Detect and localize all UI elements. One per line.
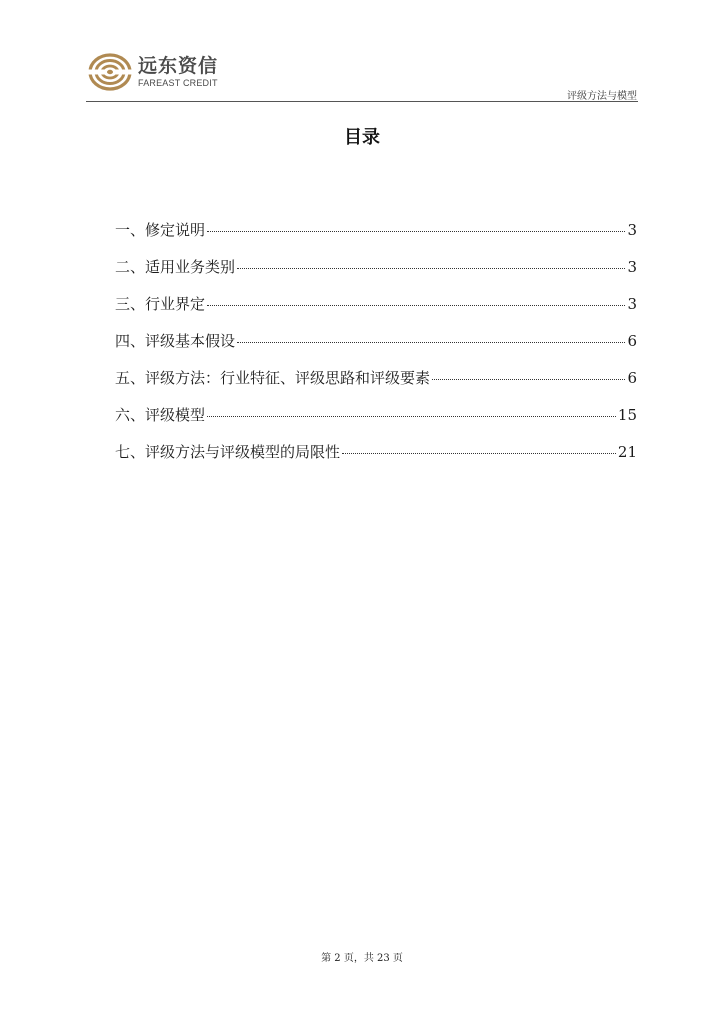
toc-dot-leader <box>207 305 625 306</box>
toc-entry[interactable] <box>115 404 637 441</box>
toc-entry-label: 七、评级方法与评级模型的局限性 <box>115 443 341 461</box>
toc-entry[interactable] <box>115 256 637 293</box>
toc-entry-page: 21 <box>617 443 637 461</box>
company-logo <box>88 52 218 92</box>
fareast-credit-logo-icon <box>88 52 132 92</box>
toc-dot-leader <box>237 268 625 269</box>
toc-entry-page: 6 <box>627 369 637 387</box>
toc-entry[interactable] <box>115 441 637 478</box>
table-of-contents <box>115 219 637 478</box>
logo-text <box>138 54 219 88</box>
toc-dot-leader <box>237 342 625 343</box>
toc-entry-label: 一、修定说明 <box>115 221 206 239</box>
toc-dot-leader <box>207 416 616 417</box>
toc-entry-label: 三、行业界定 <box>115 295 206 313</box>
toc-entry-label: 六、评级模型 <box>115 406 206 424</box>
header-divider <box>86 101 638 102</box>
toc-entry[interactable] <box>115 219 637 256</box>
header-document-title: 评级方法与模型 <box>567 91 637 102</box>
toc-dot-leader <box>342 453 616 454</box>
logo-chinese-name: 远东资信 <box>138 54 219 77</box>
toc-entry-label: 二、适用业务类别 <box>115 258 236 276</box>
toc-entry[interactable] <box>115 330 637 367</box>
toc-entry[interactable] <box>115 293 637 330</box>
toc-dot-leader <box>432 379 625 380</box>
toc-entry-page: 3 <box>627 295 637 313</box>
toc-entry-label: 四、评级基本假设 <box>115 332 236 350</box>
toc-entry-page: 3 <box>627 258 637 276</box>
toc-entry-page: 3 <box>627 221 637 239</box>
page-number-footer: 第 2 页，共 23 页 <box>321 953 403 964</box>
logo-english-name: FAREAST CREDIT <box>138 77 218 88</box>
toc-title: 目录 <box>344 127 380 148</box>
toc-entry-label: 五、评级方法：行业特征、评级思路和评级要素 <box>115 369 431 387</box>
toc-entry-page: 15 <box>617 406 637 424</box>
toc-entry-page: 6 <box>627 332 637 350</box>
toc-dot-leader <box>207 231 625 232</box>
toc-entry[interactable] <box>115 367 637 404</box>
